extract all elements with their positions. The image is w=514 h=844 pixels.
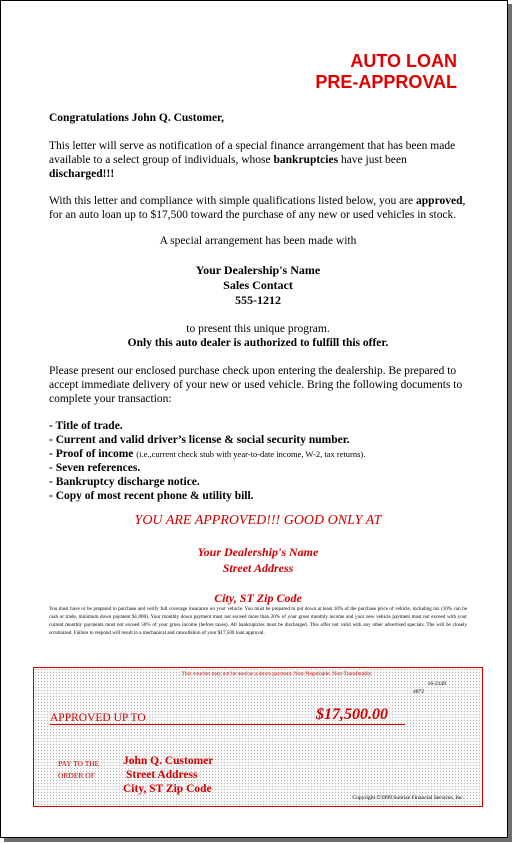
copyright-notice: Copyright ©1999 Sunrise Financial Services, Inc. xyxy=(352,795,464,801)
amount-underline xyxy=(50,724,405,725)
approved-banner: YOU ARE APPROVED!!! GOOD ONLY AT xyxy=(134,513,382,528)
red-dealer-city: City, ST Zip Code xyxy=(214,591,302,605)
pay-to-label xyxy=(58,758,99,782)
payee-city: City, ST Zip Code xyxy=(123,783,212,795)
fine-print: You must have or be prepared to purchase and verify full coverage insurance on your vehicle. You must be prepared to put down at least 10% of the purchase price of vehicle, including tax (10% can be cash or trade, minimum down payment $1,000). Your monthly down payment must not exceed more than 20% of your gross monthly income and your new vehicle payment must not exceed with your current monthly payments must not exceed 50% of your gross income (before taxes). All bankruptcies must be discharged. This offer not valid with any other advertised specials. The will be closely scrutinized. Failure to respond will result in a mechanical and cancellation of your $17,500 loan approval. xyxy=(49,606,467,636)
title-line-2: PRE-APPROVAL xyxy=(315,72,457,92)
income-note: (i.e.,current check stub with year-to-date income, W-2, tax returns). xyxy=(136,449,366,459)
bold-text: approved xyxy=(416,195,463,207)
requirements-list xyxy=(49,419,467,503)
paragraph-text: With this letter and compliance with simple qualifications listed below, you are xyxy=(49,195,417,207)
payee-street: Street Address xyxy=(126,769,198,781)
payee-block xyxy=(123,754,213,796)
voucher-number-2: 4872 xyxy=(413,689,424,695)
paragraph-instructions: Please present our enclosed purchase check upon entering the dealership. Be prepared to accept immediate delivery of your new or used vehicle. Bring the following documents to complete your transaction: xyxy=(49,365,463,405)
dealer-contact: Sales Contact xyxy=(223,278,293,292)
list-item: - Seven references. xyxy=(49,462,141,474)
voucher-note: This voucher may not be used as a down payment. Non-Negotiable. Non-Transferable. xyxy=(181,671,373,677)
paragraph-approval xyxy=(49,194,467,222)
dealer-name: Your Dealership's Name xyxy=(195,263,321,277)
only-dealer-line: Only this auto dealer is authorized to fulfill this offer. xyxy=(127,337,389,349)
paragraph-text: This letter will serve as notification of a special finance arrangement that has been made available to a select group of individuals, whose xyxy=(49,140,456,166)
purchase-voucher xyxy=(33,667,483,807)
voucher-number-1: 16-2149 xyxy=(427,681,446,687)
list-item-label: - Proof of income xyxy=(49,448,134,460)
greeting: Congratulations John Q. Customer, xyxy=(49,112,224,124)
red-dealer-block xyxy=(49,544,467,576)
present-line: to present this unique program. xyxy=(186,323,330,335)
arrangement-line: A special arrangement has been made with xyxy=(159,235,357,247)
bold-text: discharged!!! xyxy=(49,168,115,180)
list-item: - Current and valid driver’s license & social security number. xyxy=(49,434,350,446)
paragraph-notification xyxy=(49,139,467,181)
pay-to-line-1: PAY TO THE xyxy=(58,759,100,768)
payee-name: John Q. Customer xyxy=(123,755,214,767)
bold-text: bankruptcies xyxy=(273,154,339,166)
list-item: - Copy of most recent phone & utility bill. xyxy=(49,490,254,502)
red-dealer-name: Your Dealership's Name xyxy=(197,545,319,559)
present-block xyxy=(49,322,467,350)
dealer-block xyxy=(49,263,467,308)
list-item: - Title of trade. xyxy=(49,420,123,432)
list-item-income xyxy=(49,447,467,461)
pay-to-line-2: ORDER OF xyxy=(58,771,95,780)
paragraph-text: , for an auto loan up to $17,500 toward the purchase of any new or used vehicles in stock. xyxy=(49,195,466,221)
dealer-phone: 555-1212 xyxy=(235,293,281,307)
approved-up-to-label: APPROVED UP TO xyxy=(50,712,146,724)
document-title xyxy=(315,51,457,93)
red-dealer-street: Street Address xyxy=(222,561,294,575)
paragraph-text: have just been xyxy=(338,154,407,166)
voucher-note-row xyxy=(34,671,484,677)
title-line-1: AUTO LOAN xyxy=(350,51,457,71)
approved-amount: $17,500.00 xyxy=(316,706,388,723)
list-item: - Bankruptcy discharge notice. xyxy=(49,476,200,488)
